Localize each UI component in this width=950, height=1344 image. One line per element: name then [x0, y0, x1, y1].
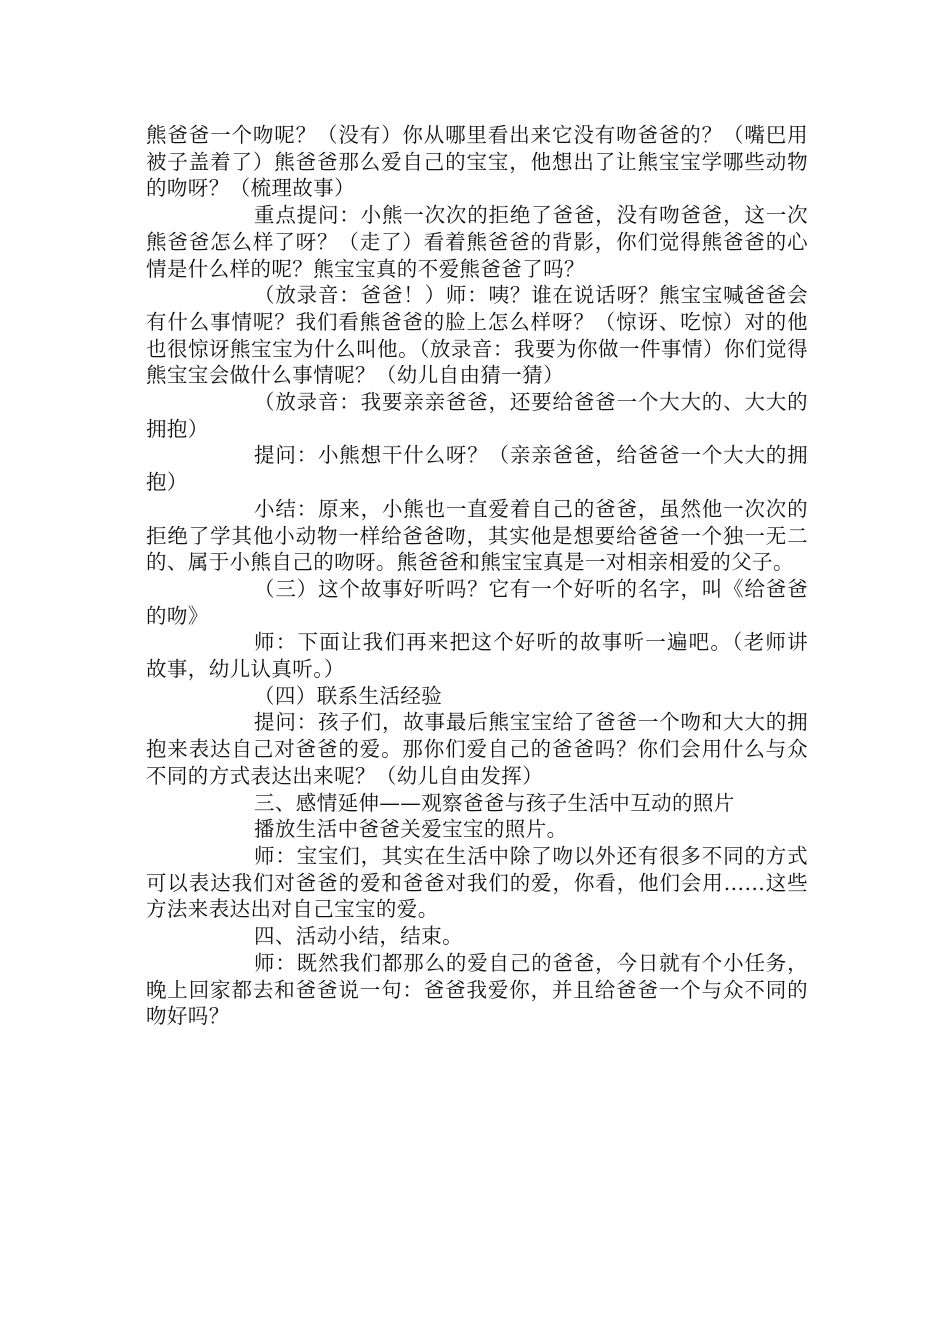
- paragraph-retell-story: 师：下面让我们再来把这个好听的故事听一遍吧。（老师讲故事，幼儿认真听。）: [146, 630, 808, 682]
- paragraph-teacher-task: 师：既然我们都那么的爱自己的爸爸，今日就有个小任务，晚上回家都去和爸爸说一句：爸爸我爱你，并且给爸爸一个与众不同的吻好吗？: [146, 950, 808, 1029]
- paragraph-teacher-ways: 师：宝宝们，其实在生活中除了吻以外还有很多不同的方式可以表达我们对爸爸的爱和爸爸对我们的爱，你看，他们会用......这些方法来表达出对自己宝宝的爱。: [146, 843, 808, 922]
- document-body: [146, 122, 808, 1030]
- paragraph-question-children: 提问：孩子们，故事最后熊宝宝给了爸爸一个吻和大大的拥抱来表达自己对爸爸的爱。那你们爱自己的爸爸吗？你们会用什么与众不同的方式表达出来呢？（幼儿自由发挥）: [146, 710, 808, 788]
- section-heading-emotion-extension: 三、感情延伸——观察爸爸与孩子生活中互动的照片: [254, 790, 735, 815]
- paragraph-play-photos: 播放生活中爸爸关爱宝宝的照片。: [254, 817, 568, 842]
- paragraph-story-review: 熊爸爸一个吻呢？（没有）你从哪里看出来它没有吻爸爸的？（嘴巴用被子盖着了）熊爸爸那么爱自己的宝宝，他想出了让熊宝宝学哪些动物的吻呀？（梳理故事）: [146, 123, 808, 201]
- paragraph-key-question: 重点提问：小熊一次次的拒绝了爸爸，没有吻爸爸，这一次熊爸爸怎么样了呀？（走了）看着熊爸爸的背影，你们觉得熊爸爸的心情是什么样的呢？熊宝宝真的不爱熊爸爸了吗？: [146, 203, 808, 281]
- paragraph-question-bear: 提问：小熊想干什么呀？（亲亲爸爸，给爸爸一个大大的拥抱）: [146, 443, 808, 495]
- paragraph-story-title: （三）这个故事好听吗？它有一个好听的名字，叫《给爸爸的吻》: [146, 576, 808, 628]
- section-heading-activity-summary: 四、活动小结，结束。: [254, 924, 463, 949]
- paragraph-recording-dad: （放录音：爸爸！）师：咦？谁在说话呀？熊宝宝喊爸爸会有什么事情呢？我们看熊爸爸的脸上怎么样呀？（惊讶、吃惊）对的他也很惊讶熊宝宝为什么叫他。（放录音：我要为你做一件事情）你们觉得熊宝宝会做什么事情呢？（幼儿自由猜一猜）: [146, 283, 808, 388]
- section-heading-life-experience: （四）联系生活经验: [254, 683, 443, 708]
- paragraph-summary: 小结：原来，小熊也一直爱着自己的爸爸，虽然他一次次的拒绝了学其他小动物一样给爸爸吻，其实他是想要给爸爸一个独一无二的、属于小熊自己的吻呀。熊爸爸和熊宝宝真是一对相亲相爱的父子。: [146, 496, 808, 575]
- paragraph-recording-hug: （放录音：我要亲亲爸爸，还要给爸爸一个大大的、大大的拥抱）: [146, 390, 808, 441]
